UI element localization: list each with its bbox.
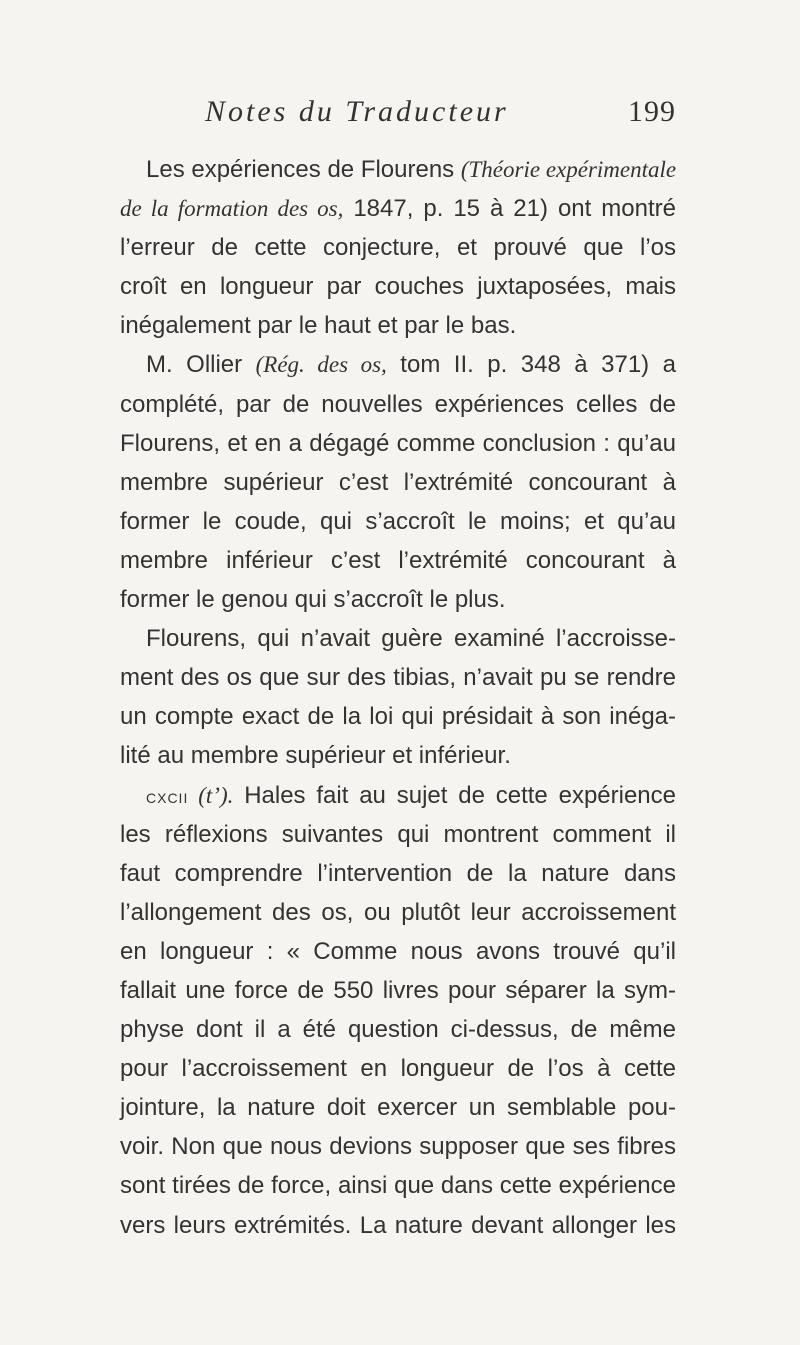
text-span: un compte exact de la loi qui présidait à son inéga-: [120, 703, 676, 731]
text-span: fallait une force de 550 livres pour séparer la sym-: [120, 976, 676, 1004]
text-line: [120, 267, 676, 306]
text-line: [120, 815, 676, 854]
text-line: [120, 697, 676, 736]
text-span: tom II. p. 348 à 371) a: [386, 351, 677, 379]
text-span: l’erreur de cette conjecture, et prouvé que l’os: [120, 234, 676, 262]
text-span: l’allongement des os, ou plutôt leur accroissement: [120, 898, 676, 926]
text-span: ment des os que sur des tibias, n’avait pu se rendre: [120, 664, 676, 692]
text-span: pour l’accroissement en longueur de l’os à cette: [120, 1055, 676, 1083]
text-span: Hales fait au sujet de cette expérience: [233, 781, 677, 809]
text-line: [120, 189, 676, 228]
running-header: [120, 95, 676, 135]
text-span: Les expériences de Flourens: [146, 156, 461, 183]
text-line: [120, 776, 676, 815]
body-text: [120, 150, 676, 1245]
text-span: physe dont il a été question ci-dessus, de même: [120, 1016, 676, 1044]
text-span: membre supérieur c’est l’extrémité concourant à: [120, 468, 676, 496]
text-line: [120, 893, 676, 932]
text-line: [120, 736, 676, 775]
text-line: [120, 1166, 676, 1205]
text-line: [120, 150, 676, 189]
text-span: former le genou qui s’accroît le plus.: [120, 586, 506, 614]
page-number: 199: [628, 95, 676, 128]
text-line: [120, 1206, 676, 1245]
book-title-italic: (Rég. des os,: [255, 352, 387, 378]
text-line: [120, 658, 676, 697]
text-line: [120, 932, 676, 971]
text-line: [120, 385, 676, 424]
text-line: [120, 424, 676, 463]
note-number: cxcii: [146, 785, 189, 808]
text-span: en longueur : « Comme nous avons trouvé qu’il: [120, 937, 676, 965]
text-span: 1847, p. 15 à 21) ont montré: [343, 195, 676, 223]
note-reference: (t’).: [188, 782, 234, 808]
text-line: [120, 541, 676, 580]
text-line: [120, 1127, 676, 1166]
book-title-italic: de la formation des os,: [120, 196, 344, 222]
text-span: faut comprendre l’intervention de la nature dans: [120, 859, 676, 887]
text-span: voir. Non que nous devions supposer que ses fibres: [120, 1133, 676, 1161]
text-line: [120, 971, 676, 1010]
text-line: [120, 854, 676, 893]
text-line: [120, 306, 676, 345]
text-span: complété, par de nouvelles expériences celles de: [120, 390, 676, 418]
text-span: inégalement par le haut et par le bas.: [120, 312, 517, 340]
text-span: membre inférieur c’est l’extrémité concourant à: [120, 546, 676, 574]
text-span: former le coude, qui s’accroît le moins; et qu’au: [120, 507, 676, 535]
text-span: M. Ollier: [146, 351, 256, 379]
text-span: jointure, la nature doit exercer un semblable pou-: [120, 1094, 676, 1122]
text-span: Flourens, qui n’avait guère examiné l’accroisse-: [146, 625, 676, 653]
text-span: sont tirées de force, ainsi que dans cette expérience: [120, 1172, 676, 1200]
text-line: [120, 345, 676, 384]
text-line: [120, 580, 676, 619]
text-line: [120, 228, 676, 267]
text-span: vers leurs extrémités. La nature devant allonger les: [120, 1211, 676, 1239]
text-line: [120, 1088, 676, 1127]
text-span: lité au membre supérieur et inférieur.: [120, 742, 511, 770]
text-line: [120, 1010, 676, 1049]
text-line: [120, 619, 676, 658]
running-title: Notes du Traducteur: [205, 95, 509, 128]
text-line: [120, 502, 676, 541]
text-line: [120, 1049, 676, 1088]
text-line: [120, 463, 676, 502]
text-span: Flourens, et en a dégagé comme conclusion : qu’au: [120, 429, 676, 457]
text-span: croît en longueur par couches juxtaposées, mais: [120, 273, 676, 301]
text-span: les réflexions suivantes qui montrent comment il: [120, 820, 676, 848]
book-title-italic: (Théorie expérimentale: [460, 157, 677, 182]
